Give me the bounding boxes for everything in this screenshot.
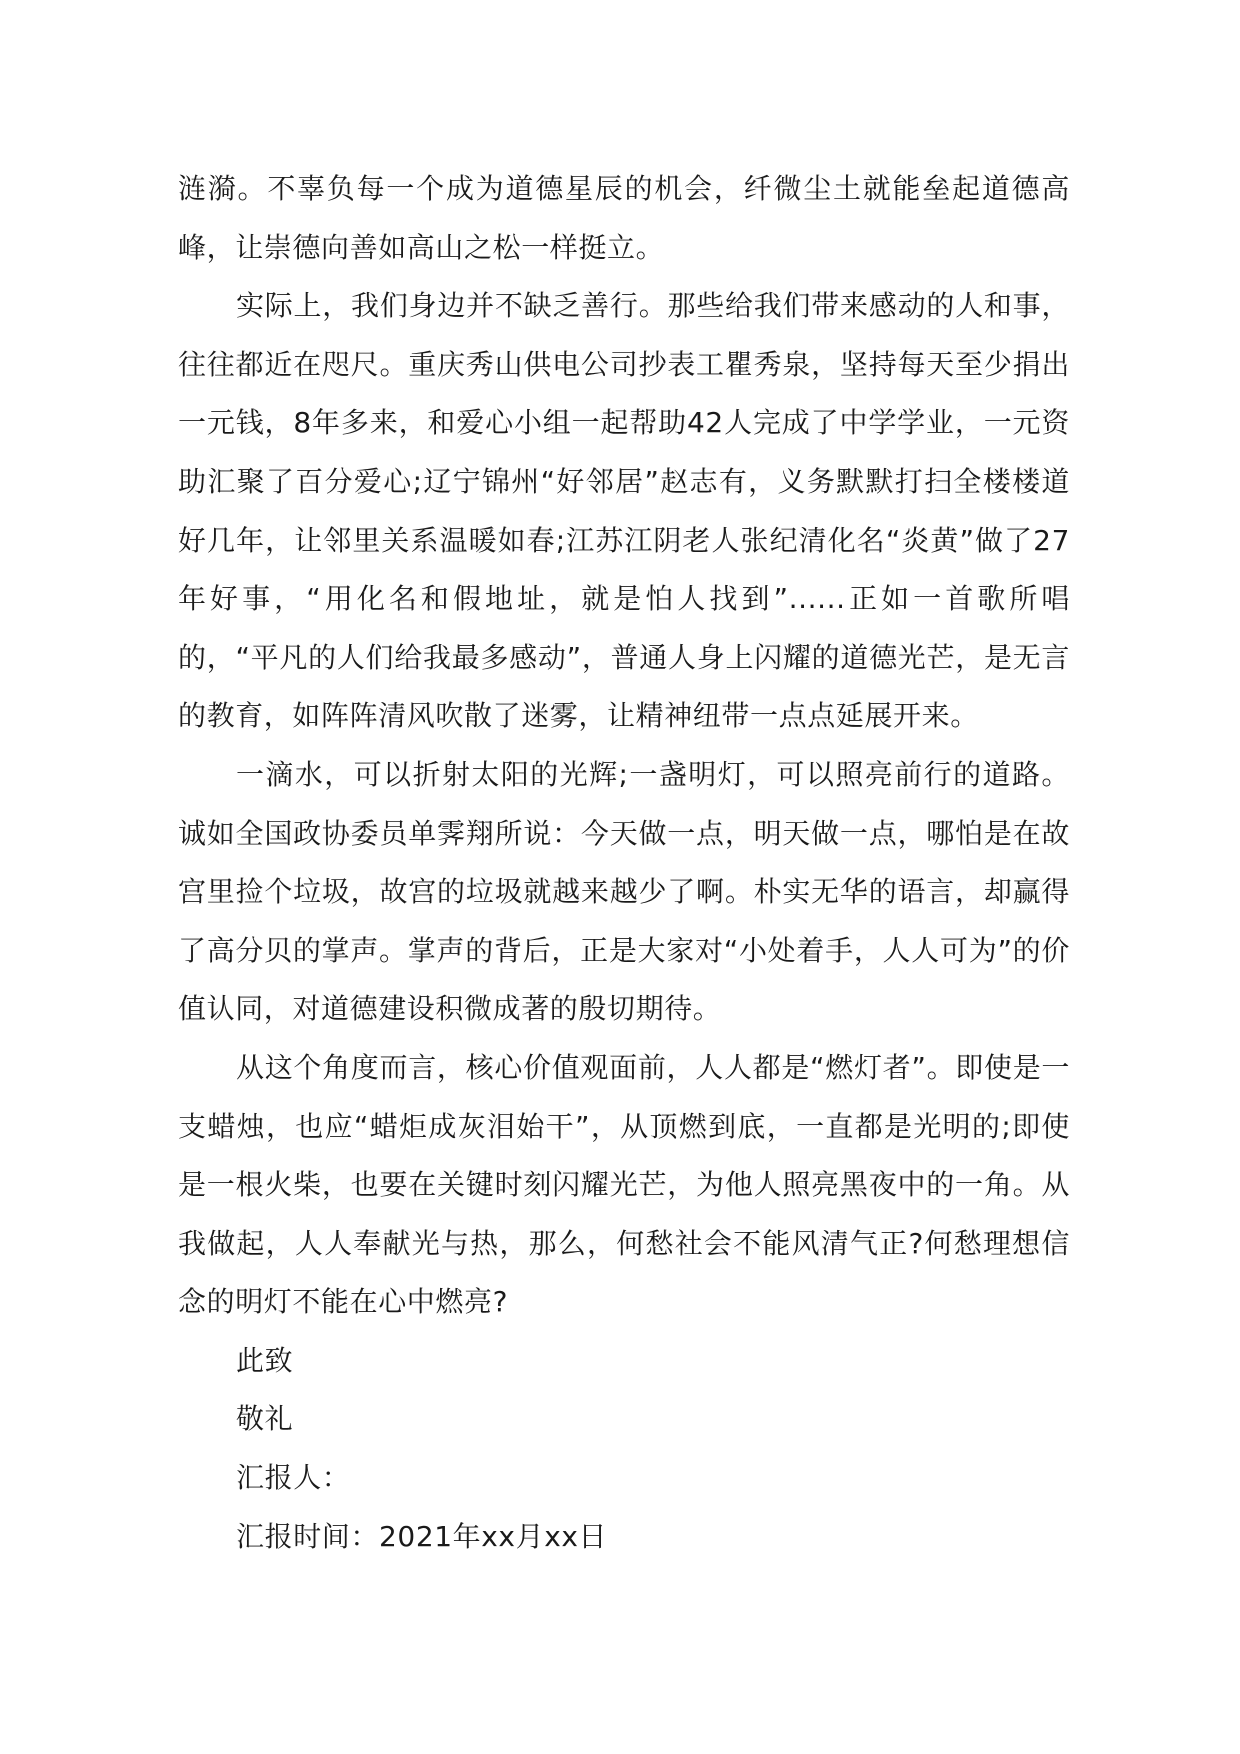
closing-salutation-1: 此致: [236, 1343, 294, 1377]
paragraph-drop-of-water: 一滴水，可以折射太阳的光辉;一盏明灯，可以照亮前行的道路。诚如全国政协委员单霁翔所说：今天做一点，明天做一点，哪怕是在故宫里捡个垃圾，故宫的垃圾就越来越少了啊。朴实无华的语言，却赢得了高分贝的掌声。掌声的背后，正是大家对“小处着手，人人可为”的价值认同，对道德建设积微成著的殷切期待。: [178, 757, 1070, 1026]
paragraph-lamp-lighter: 从这个角度而言，核心价值观面前，人人都是“燃灯者”。即使是一支蜡烛，也应“蜡炬成灰泪始干”，从顶燃到底，一直都是光明的;即使是一根火柴，也要在关键时刻闪耀光芒，为他人照亮黑夜中的一角。从我做起，人人奉献光与热，那么，何愁社会不能风清气正?何愁理想信念的明灯不能在心中燃亮?: [178, 1050, 1070, 1319]
report-date-line: 汇报时间：2021年xx月xx日: [236, 1519, 608, 1553]
reporter-line: 汇报人：: [236, 1461, 351, 1495]
closing-salutation-2: 敬礼: [236, 1402, 294, 1436]
paragraph-continuation: 涟漪。不辜负每一个成为道德星辰的机会，纤微尘土就能垒起道德高峰，让崇德向善如高山之松一样挺立。: [178, 172, 1070, 264]
document-body: [178, 160, 1070, 1566]
paragraph-good-deeds: 实际上，我们身边并不缺乏善行。那些给我们带来感动的人和事，往往都近在咫尺。重庆秀山供电公司抄表工瞿秀泉，坚持每天至少捐出一元钱，8年多来，和爱心小组一起帮助42人完成了中学学业，一元资助汇聚了百分爱心;辽宁锦州“好邻居”赵志有，义务默默打扫全楼楼道好几年，让邻里关系温暖如春;江苏江阴老人张纪清化名“炎黄”做了27年好事，“用化名和假地址，就是怕人找到”......正如一首歌所唱的，“平凡的人们给我最多感动”，普通人身上闪耀的道德光芒，是无言的教育，如阵阵清风吹散了迷雾，让精神纽带一点点延展开来。: [178, 289, 1070, 733]
